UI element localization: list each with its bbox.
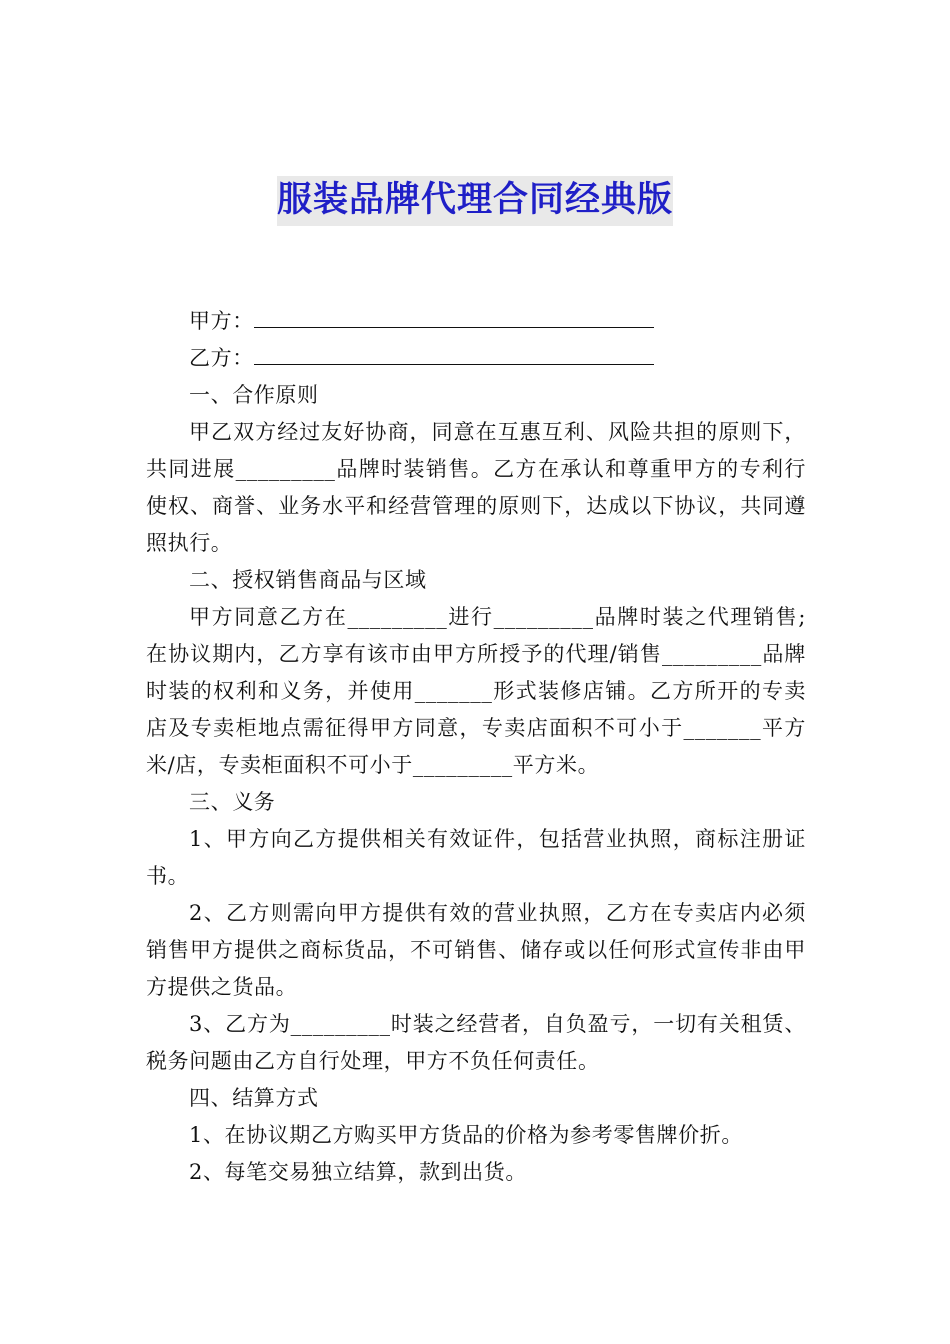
paragraph: 2、乙方则需向甲方提供有效的营业执照，乙方在专卖店内必须销售甲方提供之商标货品，不可销售、储存或以任何形式宣传非由甲方提供之货品。 [146,901,806,999]
section-heading-3: 三、义务 [189,790,276,814]
paragraph: 3、乙方为_________时装之经营者，自负盈亏，一切有关租赁、税务问题由乙方自行处理，甲方不负任何责任。 [146,1012,806,1073]
section-heading-4: 四、结算方式 [189,1086,319,1110]
party-b-blank [254,342,654,365]
paragraph: 甲乙双方经过友好协商，同意在互惠互利、风险共担的原则下，共同进展_________品牌时装销售。乙方在承认和尊重甲方的专利行使权、商誉、业务水平和经营管理的原则下，达成以下协议，共同遵照执行。 [146,420,806,555]
party-a-line [146,303,806,340]
paragraph: 甲方同意乙方在_________进行_________品牌时装之代理销售;在协议期内，乙方享有该市由甲方所授予的代理/销售_________品牌时装的权利和义务，并使用_______形式装修店铺。乙方所开的专卖店及专卖柜地点需征得甲方同意，专卖店面积不可小于_______平方米/店，专卖柜面积不可小于_________平方米。 [146,605,806,777]
party-a-label: 甲方： [189,309,254,333]
party-b-line [146,340,806,377]
section-heading-1: 一、合作原则 [189,383,319,407]
party-b-label: 乙方： [189,346,254,370]
paragraph: 1、在协议期乙方购买甲方货品的价格为参考零售牌价折。 [189,1123,743,1147]
document-body [146,303,806,1191]
title-area [0,176,950,226]
section-heading-2: 二、授权销售商品与区域 [189,568,427,592]
paragraph: 1、甲方向乙方提供相关有效证件，包括营业执照，商标注册证书。 [146,827,806,888]
paragraph: 2、每笔交易独立结算，款到出货。 [189,1160,527,1184]
party-a-blank [254,305,654,328]
document-title: 服装品牌代理合同经典版 [277,176,673,226]
